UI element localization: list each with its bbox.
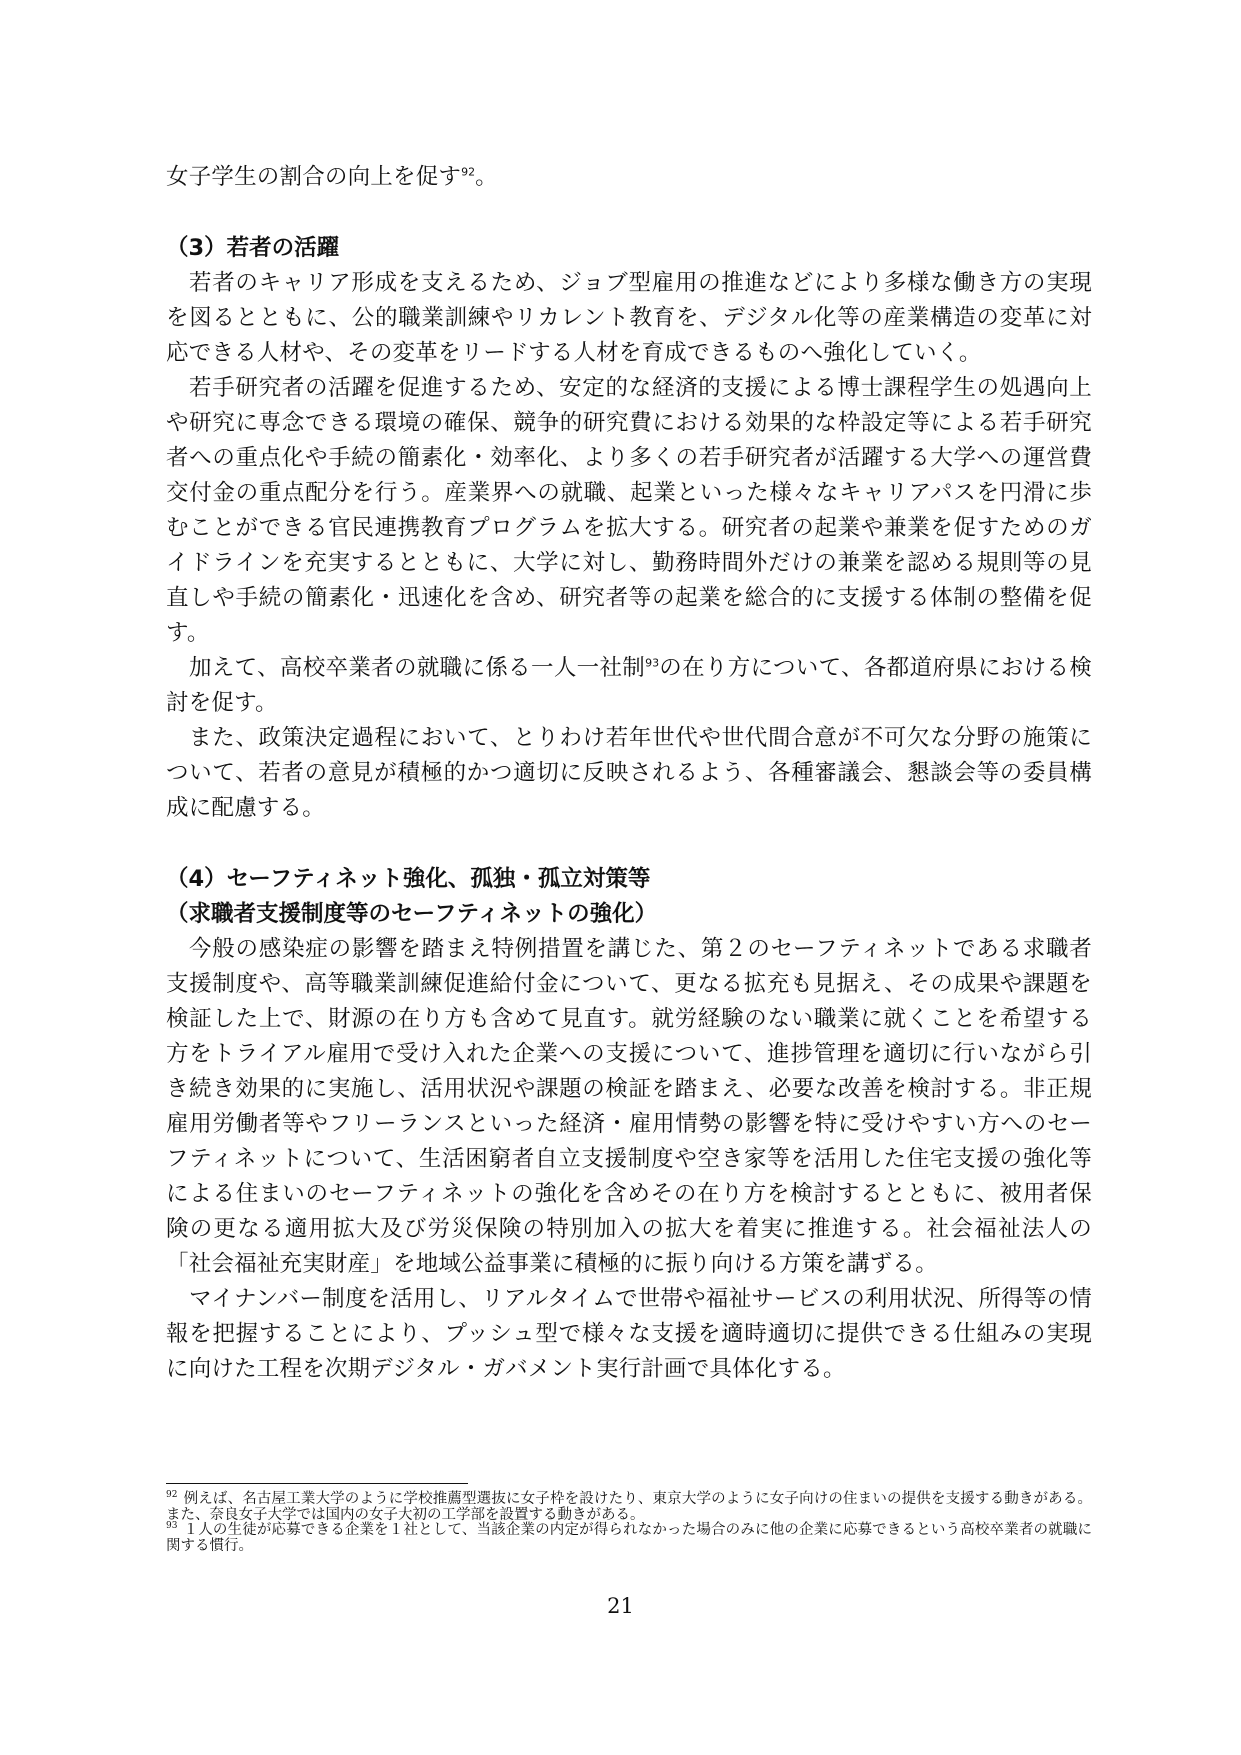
paragraph-young-researchers: 若手研究者の活躍を促進するため、安定的な経済的支援による博士課程学生の処遇向上や研究に専念できる環境の確保、競争的研究費における効果的な枠設定等による若手研究者への重点化や手続の簡素化・効率化、より多くの若手研究者が活躍する大学への運営費交付金の重点配分を行う。産業界への就職、起業といった様々なキャリアパスを円滑に歩むことができる官民連携教育プログラムを拡大する。研究者の起業や兼業を促すためのガイドラインを充実するとともに、大学に対し、勤務時間外だけの兼業を認める規則等の見直しや手続の簡素化・迅速化を含め、研究者等の起業を総合的に支援する体制の整備を促す。 <box>166 375 1092 646</box>
page-number: 21 <box>607 1594 634 1618</box>
section-heading-safety-net: （4）セーフティネット強化、孤独・孤立対策等 <box>166 866 651 892</box>
paragraph-end: 。 <box>475 164 498 190</box>
footnote-ref-92[interactable]: 92 <box>461 165 476 179</box>
paragraph-my-number: マイナンバー制度を活用し、リアルタイムで世帯や福祉サービスの利用状況、所得等の情報を把握することにより、プッシュ型で様々な支援を適時適切に提供できる仕組みの実現に向けた工程を次期デジタル・ガバメント実行計画で具体化する。 <box>166 1286 1092 1382</box>
main-body <box>166 160 1092 1387</box>
footnote-93 <box>166 1523 1092 1554</box>
footnote-number: 93 <box>166 1521 178 1532</box>
footnote-number: 92 <box>166 1490 178 1501</box>
paragraph-text: 女子学生の割合の向上を促す <box>166 164 462 190</box>
paragraph-high-school-hiring <box>166 651 1092 721</box>
paragraph-text: 加えて、高校卒業者の就職に係る一人一社制 <box>189 655 646 681</box>
subsection-heading-job-seeker-support: （求職者支援制度等のセーフティネットの強化） <box>166 901 658 927</box>
paragraph-job-seeker-support: 今般の感染症の影響を踏まえ特例措置を講じた、第２のセーフティネットである求職者支援制度や、高等職業訓練促進給付金について、更なる拡充も見据え、その成果や課題を検証した上で、財源の在り方も含めて見直す。就労経験のない職業に就くことを希望する方をトライアル雇用で受け入れた企業への支援について、進捗管理を適切に行いながら引き続き効果的に実施し、活用状況や課題の検証を踏まえ、必要な改善を検討する。非正規雇用労働者等やフリーランスといった経済・雇用情勢の影響を特に受けやすい方へのセーフティネットについて、生活困窮者自立支援制度や空き家等を活用した住宅支援の強化等による住まいのセーフティネットの強化を含めその在り方を検討するとともに、被用者保険の更なる適用拡大及び労災保険の特別加入の拡大を着実に推進する。社会福祉法人の「社会福祉充実財産」を地域公益事業に積極的に振り向ける方策を講ずる。 <box>166 936 1092 1277</box>
paragraph-policy-process: また、政策決定過程において、とりわけ若年世代や世代間合意が不可欠な分野の施策について、若者の意見が積極的かつ適切に反映されるよう、各種審議会、懇談会等の委員構成に配慮する。 <box>166 725 1092 821</box>
section-heading-youth: （3）若者の活躍 <box>166 235 340 261</box>
footnote-92 <box>166 1492 1092 1523</box>
footnote-text: 例えば、名古屋工業大学のように学校推薦型選抜に女子枠を設けたり、東京大学のように女子向けの住まいの提供を支援する動きがある。また、奈良女子大学では国内の女子大初の工学部を設置する動きがある。 <box>166 1491 1092 1523</box>
paragraph-continuation <box>166 160 1092 195</box>
footnote-ref-93[interactable]: 93 <box>645 656 660 670</box>
footnote-text: １人の生徒が応募できる企業を１社として、当該企業の内定が得られなかった場合のみに他の企業に応募できるという高校卒業者の就職に関する慣行。 <box>166 1522 1092 1554</box>
footnotes <box>166 1483 1092 1554</box>
footnote-divider <box>166 1483 468 1484</box>
paragraph-text: の在り方について、各都道府県における検討を促す。 <box>166 655 1092 716</box>
paragraph-career-formation: 若者のキャリア形成を支えるため、ジョブ型雇用の推進などにより多様な働き方の実現を図るとともに、公的職業訓練やリカレント教育を、デジタル化等の産業構造の変革に対応できる人材や、その変革をリードする人材を育成できるものへ強化していく。 <box>166 270 1092 366</box>
